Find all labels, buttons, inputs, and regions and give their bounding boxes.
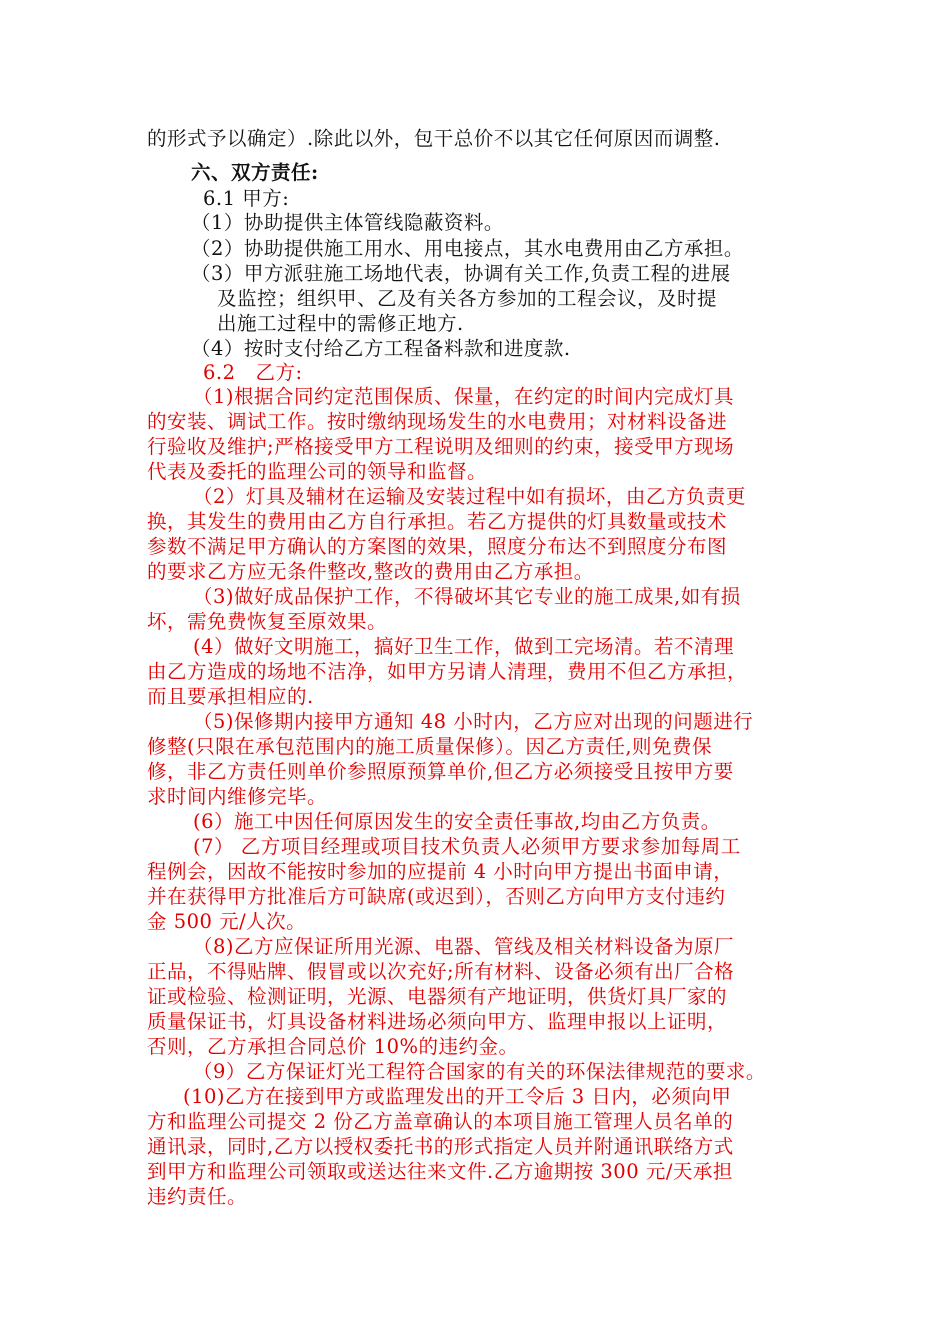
party-b-line: 程例会，因故不能按时参加的应提前 4 小时向甲方提出书面申请，: [147, 860, 734, 883]
party-b-line: 正品，不得贴牌、假冒或以次充好;所有材料、设备必须有出厂合格: [147, 960, 735, 983]
party-b-line: 的要求乙方应无条件整改,整改的费用由乙方承担。: [147, 560, 594, 583]
party-b-line: 行验收及维护;严格接受甲方工程说明及细则的约束，接受甲方现场: [147, 435, 735, 458]
party-b-line: 方和监理公司提交 2 份乙方盖章确认的本项目施工管理人员名单的: [147, 1110, 734, 1133]
party-b-line: 求时间内维修完毕。: [147, 785, 328, 808]
party-b-line: (6）施工中因任何原因发生的安全责任事故,均由乙方负责。: [193, 810, 721, 833]
party-a-item: （3）甲方派驻施工场地代表，协调有关工作,负责工程的进展: [191, 262, 731, 285]
party-a-item: （1）协助提供主体管线隐蔽资料。: [191, 211, 504, 234]
party-b-line: 通讯录，同时,乙方以授权委托书的形式指定人员并附通讯联络方式: [147, 1135, 734, 1158]
party-a-item-continued: 出施工过程中的需修正地方.: [217, 312, 464, 335]
party-b-line: （2）灯具及辅材在运输及安装过程中如有损坏，由乙方负责更: [193, 485, 746, 508]
party-a-item: （4）按时支付给乙方工程备料款和进度款.: [191, 337, 571, 360]
party-b-line: 的安装、调试工作。按时缴纳现场发生的水电费用；对材料设备进: [147, 410, 728, 433]
party-b-line: （5)保修期内接甲方通知 48 小时内，乙方应对出现的问题进行: [193, 710, 754, 733]
party-b-line: (7） 乙方项目经理或项目技术负责人必须甲方要求参加每周工: [193, 835, 741, 858]
party-b-line: （8)乙方应保证所用光源、电器、管线及相关材料设备为原厂: [193, 935, 735, 958]
intro-line: 的形式予以确定）.除此以外，包干总价不以其它任何原因而调整.: [147, 127, 721, 150]
party-b-line: （1)根据合同约定范围保质、保量，在约定的时间内完成灯具: [193, 385, 735, 408]
party-b-line: 违约责任。: [147, 1185, 248, 1208]
party-b-line: 由乙方造成的场地不洁净，如甲方另请人清理，费用不但乙方承担，: [147, 660, 748, 683]
party-a-item: （2）协助提供施工用水、用电接点，其水电费用由乙方承担。: [191, 237, 744, 260]
party-b-line: 换，其发生的费用由乙方自行承担。若乙方提供的灯具数量或技术: [147, 510, 728, 533]
party-b-line: 并在获得甲方批准后方可缺席(或迟到），否则乙方向甲方支付违约: [147, 885, 726, 908]
party-b-line: 证或检验、检测证明，光源、电器须有产地证明，供货灯具厂家的: [147, 985, 728, 1008]
party-b-line: 参数不满足甲方确认的方案图的效果，照度分布达不到照度分布图: [147, 535, 728, 558]
party-b-line: 而且要承担相应的.: [147, 685, 314, 708]
party-b-line: 修，非乙方责任则单价参照原预算单价,但乙方必须接受且按甲方要: [147, 760, 734, 783]
party-a-item-continued: 及监控；组织甲、乙及有关各方参加的工程会议，及时提: [217, 287, 718, 310]
party-b-line: (10)乙方在接到甲方或监理发出的开工令后 3 日内，必须向甲: [183, 1085, 732, 1108]
party-b-line: 到甲方和监理公司领取或送达往来文件.乙方逾期按 300 元/天承担: [147, 1160, 733, 1183]
party-b-line: (4）做好文明施工，搞好卫生工作，做到工完场清。若不清理: [193, 635, 735, 658]
party-a-heading: 6.1 甲方:: [203, 187, 290, 210]
party-b-line: 坏，需免费恢复至原效果。: [147, 610, 388, 633]
party-b-line: （3)做好成品保护工作，不得破坏其它专业的施工成果,如有损: [193, 585, 741, 608]
party-b-line: 否则，乙方承担合同总价 10%的违约金。: [147, 1035, 519, 1058]
party-b-line: 金 500 元/人次。: [147, 910, 307, 933]
party-b-line: 代表及委托的监理公司的领导和监督。: [147, 460, 488, 483]
section-heading: 六、双方责任:: [191, 161, 319, 184]
party-b-heading: 6.2 乙方:: [203, 361, 303, 384]
party-b-line: 质量保证书，灯具设备材料进场必须向甲方、监理申报以上证明，: [147, 1010, 728, 1033]
party-b-line: （9）乙方保证灯光工程符合国家的有关的环保法律规范的要求。: [193, 1060, 766, 1083]
party-b-line: 修整(只限在承包范围内的施工质量保修）。因乙方责任,则免费保: [147, 735, 713, 758]
